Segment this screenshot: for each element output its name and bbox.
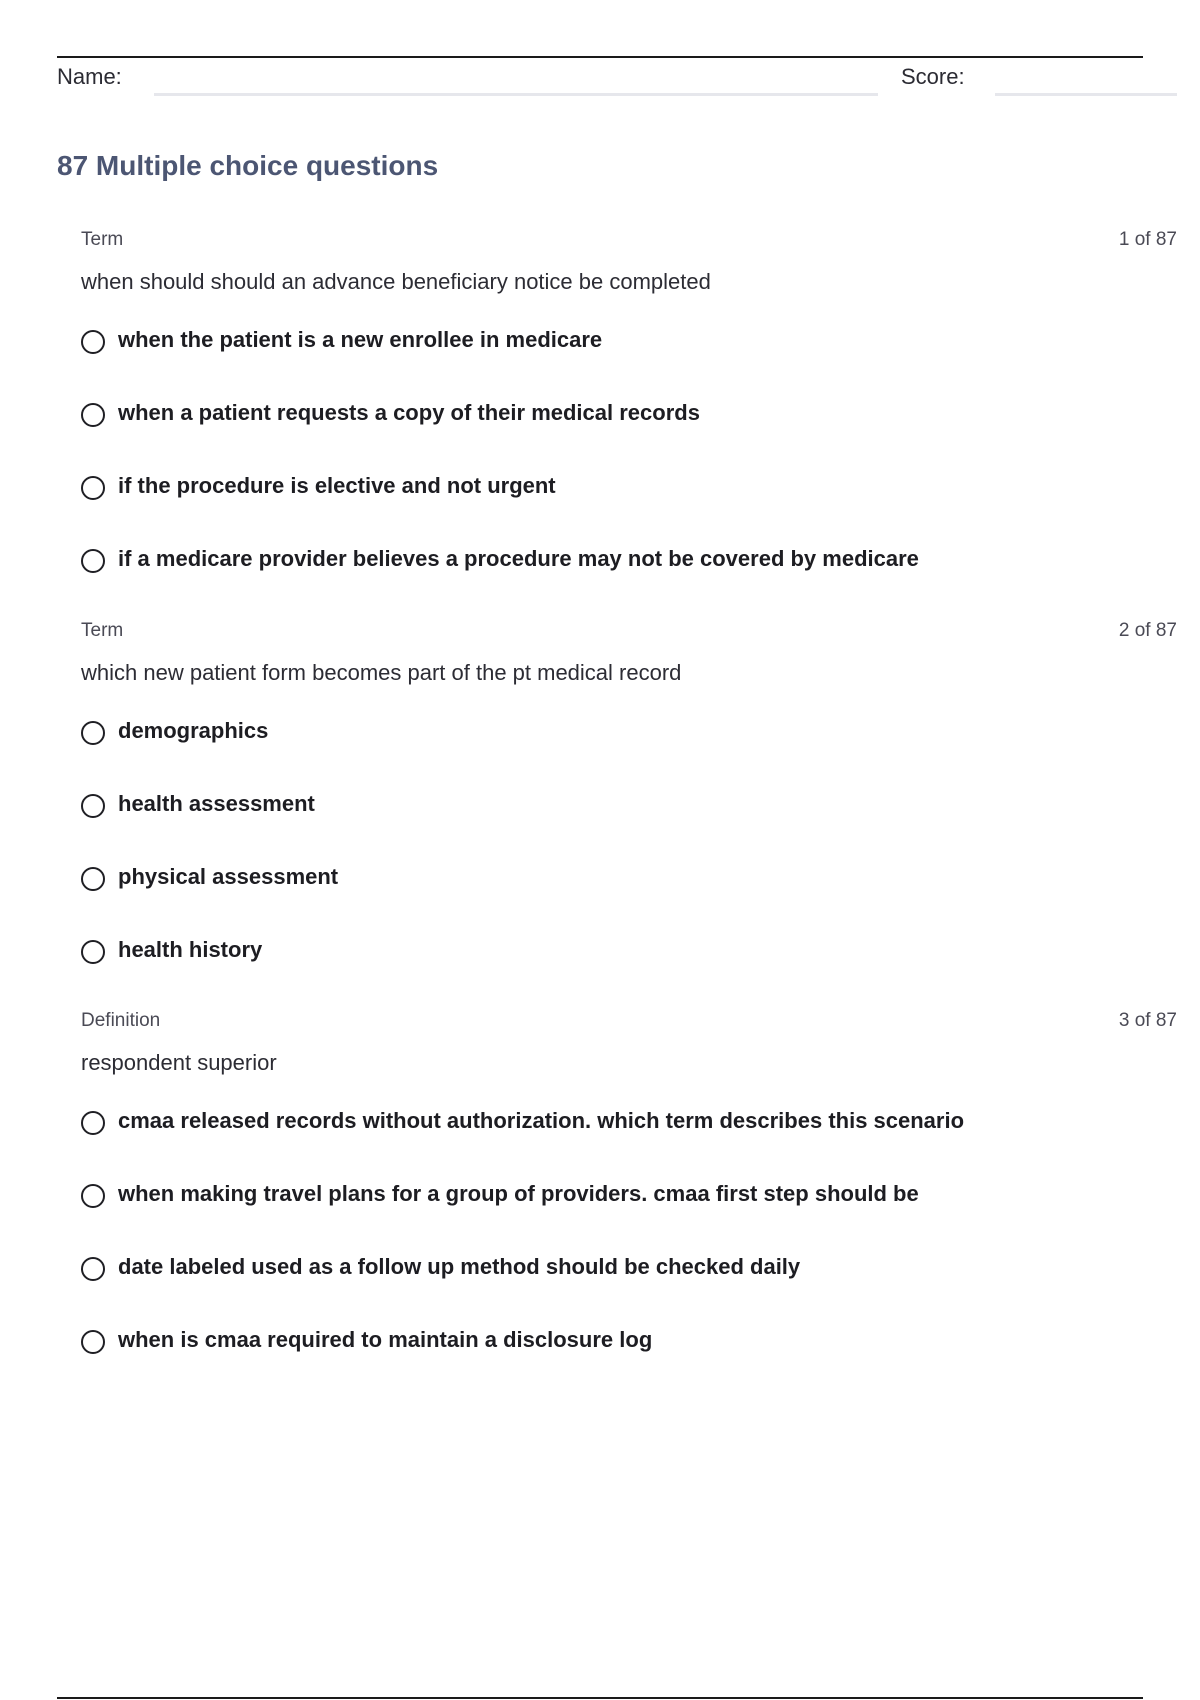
section-title: 87 Multiple choice questions [57, 150, 439, 181]
answer-option-label[interactable]: if the procedure is elective and not urgent [118, 473, 556, 498]
answer-option-label[interactable]: when a patient requests a copy of their medical records [118, 400, 700, 425]
radio-button[interactable] [81, 1184, 105, 1208]
answer-option-label[interactable]: if a medicare provider believes a procedure may not be covered by medicare [118, 546, 919, 571]
answer-option-label[interactable]: cmaa released records without authorization. which term describes this scenario [118, 1108, 965, 1133]
question-counter: 1 of 87 [1118, 229, 1177, 250]
question-type-label: Definition [81, 1010, 161, 1031]
radio-button[interactable] [81, 1257, 105, 1281]
question-prompt: when should should an advance beneficiary notice be completed [81, 269, 711, 294]
radio-button[interactable] [81, 1111, 105, 1135]
answer-option-label[interactable]: health assessment [118, 791, 315, 816]
question-counter: 3 of 87 [1118, 1010, 1177, 1031]
score-label: Score: [901, 64, 965, 89]
score-field-line[interactable] [995, 93, 1177, 96]
radio-button[interactable] [81, 549, 105, 573]
radio-button[interactable] [81, 940, 105, 964]
name-field-line[interactable] [154, 93, 878, 96]
answer-option-label[interactable]: when is cmaa required to maintain a disclosure log [118, 1327, 653, 1352]
radio-button[interactable] [81, 476, 105, 500]
answer-option-label[interactable]: date labeled used as a follow up method should be checked daily [118, 1254, 801, 1279]
worksheet-header [57, 62, 1177, 98]
radio-button[interactable] [81, 1330, 105, 1354]
radio-button[interactable] [81, 721, 105, 745]
answer-option-label[interactable]: health history [118, 937, 263, 962]
name-label: Name: [57, 64, 122, 89]
question-counter: 2 of 87 [1118, 620, 1177, 641]
question-prompt: respondent superior [81, 1050, 277, 1075]
question-type-label: Term [81, 229, 124, 250]
answer-option-label[interactable]: physical assessment [118, 864, 339, 889]
answer-option-label[interactable]: demographics [118, 718, 269, 743]
top-rule [57, 56, 1143, 58]
radio-button[interactable] [81, 794, 105, 818]
radio-button[interactable] [81, 330, 105, 354]
radio-button[interactable] [81, 867, 105, 891]
radio-button[interactable] [81, 403, 105, 427]
answer-option-label[interactable]: when the patient is a new enrollee in medicare [118, 327, 603, 352]
bottom-rule [57, 1697, 1143, 1699]
answer-option-label[interactable]: when making travel plans for a group of providers. cmaa first step should be [118, 1181, 919, 1206]
question-prompt: which new patient form becomes part of the pt medical record [81, 660, 682, 685]
question-type-label: Term [81, 620, 124, 641]
